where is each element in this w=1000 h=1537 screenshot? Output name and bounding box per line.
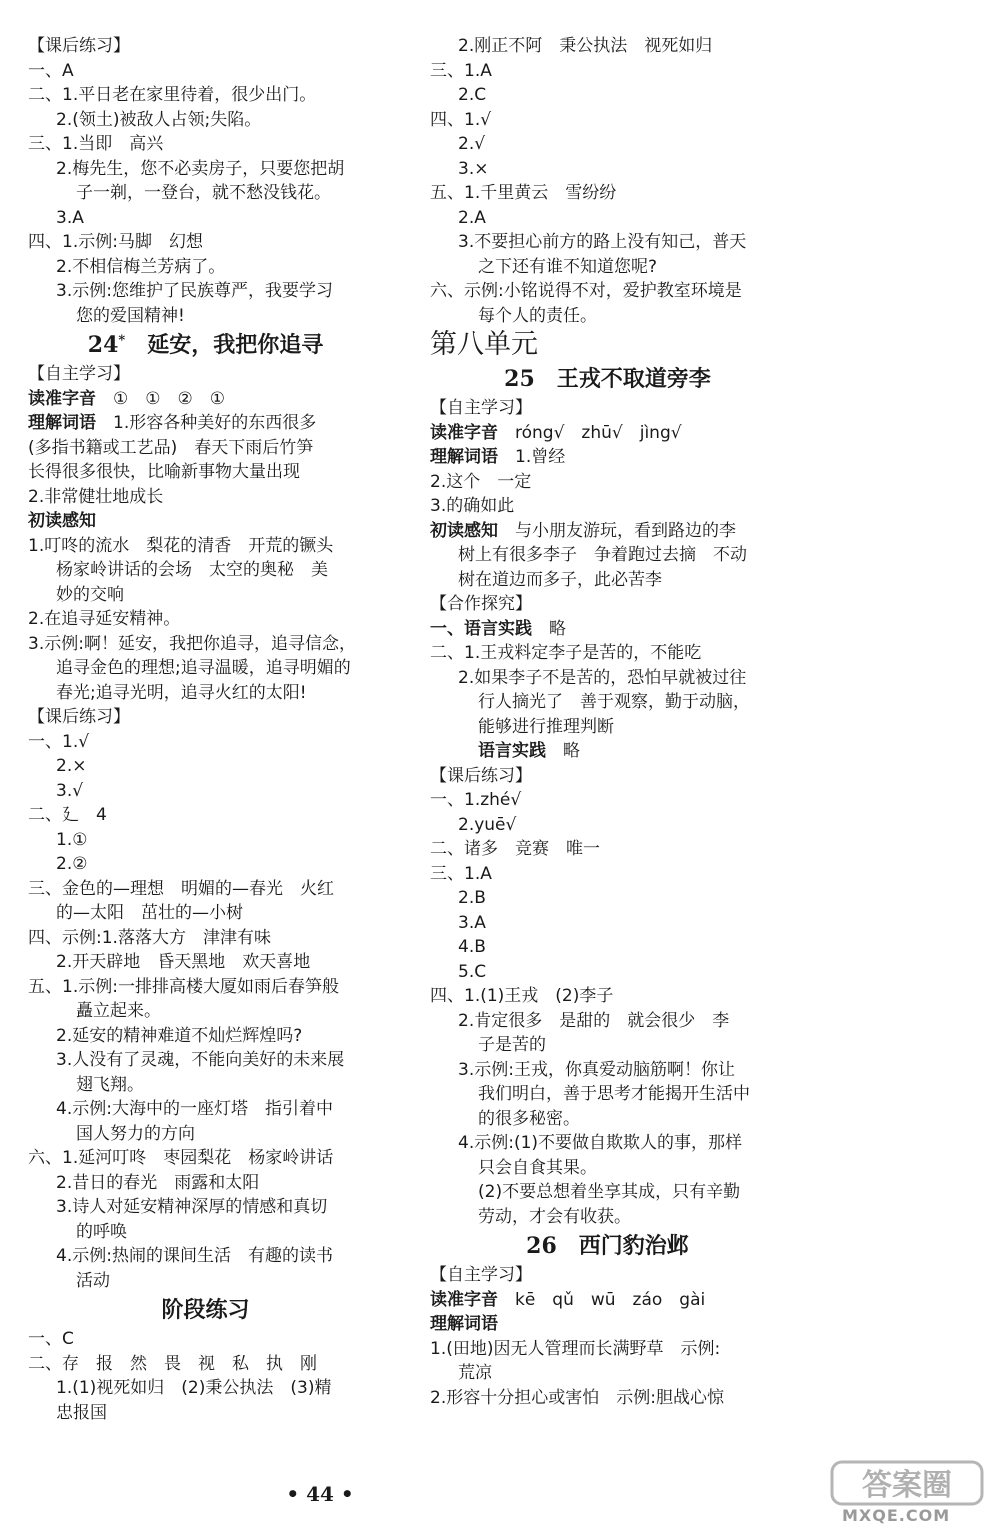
answer-text: 2.梅先生，您不必卖房子，只要您把胡 [56,158,345,179]
answer-text: 一、A [28,60,74,81]
lesson-title-text: 王戎不取道旁李 [556,366,711,392]
answer-line [430,157,785,182]
answer-label: 理解词语 [430,447,498,467]
answer-line [430,1361,785,1386]
answer-text: 3.示例:王戎，你真爱动脑筋啊！你让 [458,1059,735,1080]
answer-text: 追寻金色的理想;追寻温暖，追寻明媚的 [56,658,351,678]
answer-text: 子一剃，一登台，就不愁没钱花。 [76,183,331,203]
answer-text: 3.× [458,158,489,179]
lesson-number: 24 [87,332,119,358]
answer-text: 1.曾经 [498,447,566,467]
answer-text: 活动 [76,1270,110,1291]
answer-text: 3.诗人对延安精神深厚的情感和真切 [56,1197,328,1217]
lesson-title-text: 阶段练习 [161,1297,250,1323]
answer-label: 读准字音 [430,1289,498,1310]
lesson-number: 25 [504,366,535,392]
lesson-title [28,1293,383,1327]
answer-line [430,666,785,691]
watermark-logo-text: 答案圈 [862,1468,952,1503]
answer-line [28,656,383,681]
answer-text: 2.√ [458,134,486,154]
answer-text: 2.形容十分担心或害怕 示例:胆战心惊 [430,1387,724,1408]
answer-line [28,999,383,1024]
watermark-logo [826,1458,988,1528]
answer-line [28,1122,383,1147]
right-column [430,34,785,1410]
answer-line [28,754,383,779]
lesson-title-text: 西门豹治邺 [578,1233,689,1259]
answer-line [28,558,383,583]
answer-text: 3.的确如此 [430,496,515,516]
section-heading: 【课后练习】 [430,765,532,786]
answer-text: 5.C [458,961,487,982]
section-heading: 【自主学习】 [430,398,532,418]
section-heading: 【合作探究】 [430,594,532,614]
answer-line [430,1009,785,1034]
answer-text: 能够进行推理判断 [478,716,614,737]
answer-text: 一、C [28,1329,74,1349]
answer-line [28,730,383,755]
lesson-mark: * [118,333,126,348]
answer-line [28,632,383,657]
answer-line [430,108,785,133]
answer-text: 一、1.√ [28,731,90,752]
answer-text: 4.B [458,937,486,957]
answer-text: 六、1.延河叮咚 枣园梨花 杨家岭讲话 [28,1148,334,1168]
answer-line [28,901,383,926]
answer-line [430,1156,785,1181]
answer-text: 劳动，才会有收获。 [478,1206,631,1227]
answer-text: 四、示例:1.落落大方 津津有味 [28,927,271,948]
answer-text: 六、示例:小铭说得不对，爱护教室环境是 [430,281,742,301]
answer-line [430,1386,785,1411]
answer-line [28,803,383,828]
answer-line [28,1171,383,1196]
answer-line [28,181,383,206]
answer-text: 四、1.√ [430,109,492,130]
answer-line [28,132,383,157]
lesson-number: 26 [526,1233,557,1259]
answer-line [430,470,785,495]
answer-text: 二、存 报 然 畏 视 私 执 刚 [28,1353,317,1374]
page-number: • 44 • [286,1482,354,1506]
lesson-title [430,362,785,396]
answer-line [430,279,785,304]
answer-label: 初读感知 [28,511,96,531]
section-heading: 【课后练习】 [28,36,130,56]
answer-text: 3.不要担心前方的路上没有知己，普天 [458,232,747,252]
answer-line [430,886,785,911]
answer-line [28,509,383,534]
left-column [28,34,383,1425]
answer-line [430,132,785,157]
answer-text: 略 [532,618,566,639]
answer-text: 2.不相信梅兰芳病了。 [56,256,226,277]
answer-text: 子是苦的 [478,1035,546,1055]
answer-text: 2.(领土)被敌人占领;失陷。 [56,109,262,130]
answer-text: 3.示例:啊！延安，我把你追寻，追寻信念， [28,633,356,654]
answer-text: 的呼唤 [76,1221,127,1242]
watermark-graphic [826,1458,988,1508]
answer-line [430,641,785,666]
answer-text: 三、1.当即 高兴 [28,134,164,154]
answer-line [28,255,383,280]
answer-line [28,852,383,877]
answer-line [430,1312,785,1337]
answer-label: 理解词语 [28,413,96,433]
answer-line [430,690,785,715]
answer-text: 4.示例:大海中的一座灯塔 指引着中 [56,1099,333,1119]
answer-text: 3.示例:您维护了民族尊严，我要学习 [56,281,333,301]
answer-line [430,1180,785,1205]
answer-line [430,1205,785,1230]
answer-line [28,1048,383,1073]
answer-text: 每个人的责任。 [478,305,597,326]
answer-text: 忠报国 [56,1402,107,1423]
answer-text: 2.C [458,85,487,105]
answer-line [28,926,383,951]
answer-text: 2.昔日的春光 雨露和太阳 [56,1172,260,1193]
answer-line [430,34,785,59]
answer-line [430,911,785,936]
answer-line [430,617,785,642]
answer-line [28,83,383,108]
answer-text: 2.开天辟地 昏天黑地 欢天喜地 [56,952,311,972]
answer-line [430,304,785,329]
answer-label: 理解词语 [430,1314,498,1334]
answer-text: 三、1.A [430,863,492,884]
answer-text: 2.这个 一定 [430,471,532,492]
section-heading: 【自主学习】 [28,364,130,384]
answer-line [430,788,785,813]
answer-line [430,255,785,280]
answer-line [28,206,383,231]
answer-text: 五、1.示例:一排排高楼大厦如雨后春笋般 [28,976,339,997]
answer-line [430,1082,785,1107]
answer-text: 3.A [56,207,84,228]
answer-line [28,108,383,133]
answer-text: kē qǔ wū záo gài [498,1289,706,1310]
answer-text: 杨家岭讲话的会场 太空的奥秘 美 [56,560,328,580]
answer-line [430,181,785,206]
answer-line [430,445,785,470]
answer-text: 与小朋友游玩，看到路边的李 [498,520,736,541]
answer-line [430,230,785,255]
answer-text: 2.肯定很多 是甜的 就会很少 李 [458,1010,730,1031]
answer-text: 四、1.示例:马脚 幻想 [28,232,203,252]
answer-label: 初读感知 [430,520,498,541]
answer-label: 读准字音 [28,388,96,409]
answer-text: 1.形容各种美好的东西很多 [96,413,317,433]
answer-text: 2.yuē√ [458,814,517,835]
answer-text: 我们明白，善于思考才能揭开生活中 [478,1084,750,1104]
lesson-title [430,1229,785,1263]
answer-line [28,1195,383,1220]
answer-line [28,779,383,804]
answer-text: 1.叮咚的流水 梨花的清香 开荒的镢头 [28,535,334,556]
lesson-title [28,328,383,362]
answer-text: róng√ zhū√ jìng√ [498,422,682,443]
answer-label: 读准字音 [430,422,498,443]
answer-label: 语言实践 [478,741,546,761]
answer-line [430,739,785,764]
answer-text: 2.延安的精神难道不灿烂辉煌吗? [56,1025,303,1046]
answer-text: 五、1.千里黄云 雪纷纷 [430,183,617,203]
answer-line [430,543,785,568]
answer-line [28,304,383,329]
answer-line [430,1058,785,1083]
answer-text: 国人努力的方向 [76,1123,195,1144]
answer-line [430,1337,785,1362]
answer-line [28,1376,383,1401]
answer-text: 荒凉 [458,1363,492,1383]
answer-line [28,411,383,436]
answer-line [430,494,785,519]
answer-text: 矗立起来。 [76,1001,161,1021]
answer-line [28,950,383,975]
answer-text: 树上有很多李子 争着跑过去摘 不动 [458,545,747,565]
answer-text: 二、1.平日老在家里待着，很少出门。 [28,85,317,105]
answer-text: (多指书籍或工艺品) 春天下雨后竹笋 [28,437,314,458]
answer-text: 春光;追寻光明，追寻火红的太阳! [56,682,307,703]
answer-text: 2.非常健壮地成长 [28,486,164,507]
answer-line [430,1288,785,1313]
section-heading: 【课后练习】 [28,707,130,727]
answer-text: 三、金色的—理想 明媚的—春光 火红 [28,878,334,899]
answer-line [28,59,383,84]
answer-line [430,813,785,838]
answer-text: 略 [546,741,580,761]
answer-text: 1.(田地)因无人管理而长满野草 示例: [430,1338,721,1359]
answer-line [28,975,383,1000]
answer-text: 4.示例:(1)不要做自欺欺人的事，那样 [458,1133,743,1153]
answer-line [430,59,785,84]
answer-text: 2.× [56,756,87,776]
answer-text: 3.A [458,912,486,933]
answer-text: 妙的交响 [56,584,124,605]
answer-text: 2.② [56,854,88,874]
answer-text: 3.√ [56,780,84,801]
answer-text: 2.刚正不阿 秉公执法 视死如归 [458,36,713,56]
answer-line [28,230,383,255]
answer-line [430,715,785,740]
answer-line [430,83,785,108]
answer-text: (2)不要总想着坐享其成，只有辛勤 [478,1182,741,1202]
answer-text: 二、1.王戎料定李子是苦的，不能吃 [430,643,702,663]
lesson-title-text: 延安，我把你追寻 [147,332,324,358]
answer-line [28,460,383,485]
answer-text: 之下还有谁不知道您呢? [478,256,658,277]
answer-line [28,387,383,412]
answer-text: 二、廴 4 [28,805,107,825]
answer-line [28,1269,383,1294]
answer-line [430,519,785,544]
answer-line [430,1107,785,1132]
answer-line [28,681,383,706]
answer-line [28,1244,383,1269]
answer-text: 您的爱国精神! [76,305,185,326]
answer-text: 2.如果李子不是苦的，恐怕早就被过往 [458,667,747,688]
answer-text: 2.B [458,888,486,908]
answer-line [28,1352,383,1377]
answer-line [28,1401,383,1426]
answer-line [28,828,383,853]
section-heading: 【自主学习】 [430,1265,532,1285]
answer-text: 的很多秘密。 [478,1108,580,1129]
answer-text: 三、1.A [430,60,492,81]
answer-line [28,877,383,902]
answer-line [28,607,383,632]
answer-line [430,1033,785,1058]
answer-line [28,1327,383,1352]
answer-label: 一、语言实践 [430,618,532,639]
answer-text: ① ① ② ① [96,388,225,409]
watermark-text: MXQE.COM [842,1506,951,1525]
answer-text: 树在道边而多子，此必苦李 [458,569,662,590]
answer-text: 一、1.zhé√ [430,790,522,810]
answer-line [430,984,785,1009]
answer-text: 行人摘光了 善于观察，勤于动脑， [478,692,750,712]
answer-line [28,1220,383,1245]
answer-text: 4.示例:热闹的课间生活 有趣的读书 [56,1246,333,1266]
answer-text: 2.在追寻延安精神。 [28,609,181,629]
answer-text: 的—太阳 茁壮的—小树 [56,903,243,923]
answer-text: 四、1.(1)王戎 (2)李子 [430,986,614,1006]
answer-line [28,1146,383,1171]
answer-line [430,206,785,231]
answer-text: 3.人没有了灵魂，不能向美好的未来展 [56,1050,345,1070]
answer-text: 2.A [458,207,486,228]
answer-line [28,1024,383,1049]
answer-line [28,534,383,559]
answer-line [28,157,383,182]
answer-line [28,1073,383,1098]
unit-title: 第八单元 [430,329,538,360]
answer-line [430,935,785,960]
answer-line [28,583,383,608]
answer-text: 二、诸多 竞赛 唯一 [430,839,600,859]
answer-line [28,1097,383,1122]
answer-line [430,421,785,446]
answer-line [430,862,785,887]
answer-line [28,436,383,461]
answer-text: 1.(1)视死如归 (2)秉公执法 (3)精 [56,1378,332,1398]
answer-text: 只会自食其果。 [478,1157,597,1178]
answer-line [430,960,785,985]
answer-text: 1.① [56,829,88,850]
answer-line [430,1131,785,1156]
answer-text: 长得很多很快，比喻新事物大量出现 [28,462,300,482]
answer-line [28,485,383,510]
answer-line [430,568,785,593]
answer-text: 翅飞翔。 [76,1074,144,1095]
answer-line [28,279,383,304]
answer-line [430,837,785,862]
